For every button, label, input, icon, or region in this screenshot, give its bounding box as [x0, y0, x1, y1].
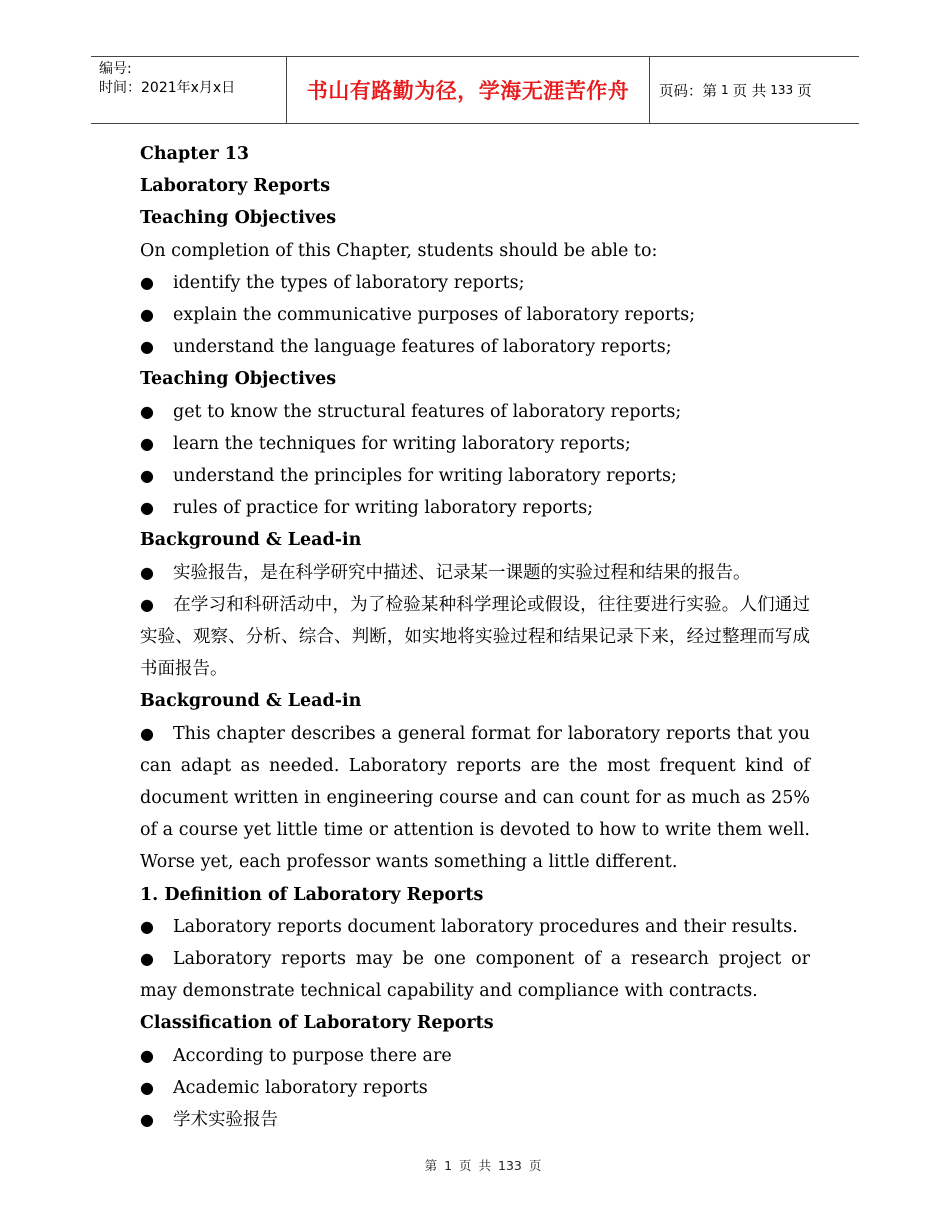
list-item-text: rules of practice for writing laboratory reports;	[173, 498, 594, 519]
paragraph-text: Laboratory reports may be one component of a research project or may demonstrate technical capability and compliance with contracts.	[140, 949, 810, 1002]
list-item	[140, 557, 810, 589]
document-body	[140, 138, 810, 1136]
bullet-icon: ●	[140, 337, 154, 357]
list-item	[140, 1104, 810, 1136]
list-item	[140, 1040, 810, 1072]
list-item	[140, 1072, 810, 1104]
definition-heading: 1. Definition of Laboratory Reports	[140, 884, 484, 905]
list-item-text: learn the techniques for writing laboratory reports;	[173, 433, 631, 454]
time-label: 时间：2021年x月x日	[99, 80, 236, 96]
intro-text: On completion of this Chapter, students should be able to:	[140, 240, 658, 261]
list-item-text: According to purpose there are	[173, 1045, 452, 1066]
bullet-icon: ●	[140, 498, 154, 518]
bullet-icon: ●	[140, 433, 154, 453]
list-item-text: understand the principles for writing laboratory reports;	[173, 466, 677, 487]
page-mid: 页 共	[732, 83, 767, 100]
page-number: 1	[721, 83, 729, 97]
list-item-text: identify the types of laboratory reports;	[173, 272, 525, 293]
list-paragraph	[140, 943, 810, 1007]
list-item	[140, 299, 810, 331]
chapter-number: Chapter 13	[140, 144, 250, 164]
page-footer: 第 1 页 共 133 页	[424, 1158, 542, 1173]
bullet-icon: ●	[140, 562, 154, 582]
header-page-info	[650, 57, 859, 123]
bullet-icon: ●	[140, 1077, 154, 1097]
bullet-icon: ●	[140, 401, 154, 421]
background-heading-2: Background & Lead-in	[140, 691, 362, 712]
list-item	[140, 911, 810, 943]
header-meta	[91, 57, 287, 123]
page-total: 133	[770, 83, 794, 97]
list-item-text: 学术实验报告	[173, 1110, 278, 1131]
chapter-title: Laboratory Reports	[140, 176, 331, 197]
bullet-icon: ●	[140, 949, 154, 969]
list-item-text: explain the communicative purposes of laboratory reports;	[173, 305, 696, 326]
list-item	[140, 428, 810, 460]
classification-heading: Classification of Laboratory Reports	[140, 1013, 494, 1034]
paragraph-text: This chapter describes a general format for laboratory reports that you can adapt as needed. Laboratory reports are the most frequent kind of document written in engineering course and can count for as much as 25% of a course yet little time or attention is devoted to how to write them well. Worse yet, each professor wants something a little different.	[140, 723, 810, 873]
list-item	[140, 331, 810, 363]
list-item-text: 实验报告，是在科学研究中描述、记录某一课题的实验过程和结果的报告。	[173, 562, 751, 583]
list-paragraph	[140, 589, 810, 686]
background-heading-1: Background & Lead-in	[140, 530, 362, 551]
objectives-heading-2: Teaching Objectives	[140, 369, 337, 390]
bullet-icon: ●	[140, 723, 154, 743]
bullet-icon: ●	[140, 1045, 154, 1065]
bullet-icon: ●	[140, 916, 154, 936]
list-item-text: Laboratory reports document laboratory procedures and their results.	[173, 916, 798, 937]
page-suffix: 页	[797, 83, 812, 100]
list-item-text: get to know the structural features of laboratory reports;	[173, 401, 682, 422]
list-item	[140, 396, 810, 428]
header-motto: 书山有路勤为径，学海无涯苦作舟	[287, 57, 650, 123]
list-item	[140, 267, 810, 299]
list-item-text: understand the language features of laboratory reports;	[173, 337, 672, 358]
bullet-icon: ●	[140, 594, 154, 614]
bullet-icon: ●	[140, 466, 154, 486]
list-item	[140, 460, 810, 492]
bullet-icon: ●	[140, 1110, 154, 1130]
bullet-icon: ●	[140, 272, 154, 292]
number-label: 编号:	[99, 61, 132, 77]
page-prefix: 页码：第	[659, 83, 717, 100]
objectives-heading-1: Teaching Objectives	[140, 208, 337, 229]
paragraph-text: 在学习和科研活动中，为了检验某种科学理论或假设，往往要进行实验。人们通过实验、观察、分析、综合、判断，如实地将实验过程和结果记录下来，经过整理而写成书面报告。	[140, 594, 810, 680]
bullet-icon: ●	[140, 305, 154, 325]
list-item	[140, 492, 810, 524]
list-item-text: Academic laboratory reports	[173, 1077, 428, 1098]
document-header	[91, 56, 859, 124]
list-paragraph	[140, 718, 810, 879]
